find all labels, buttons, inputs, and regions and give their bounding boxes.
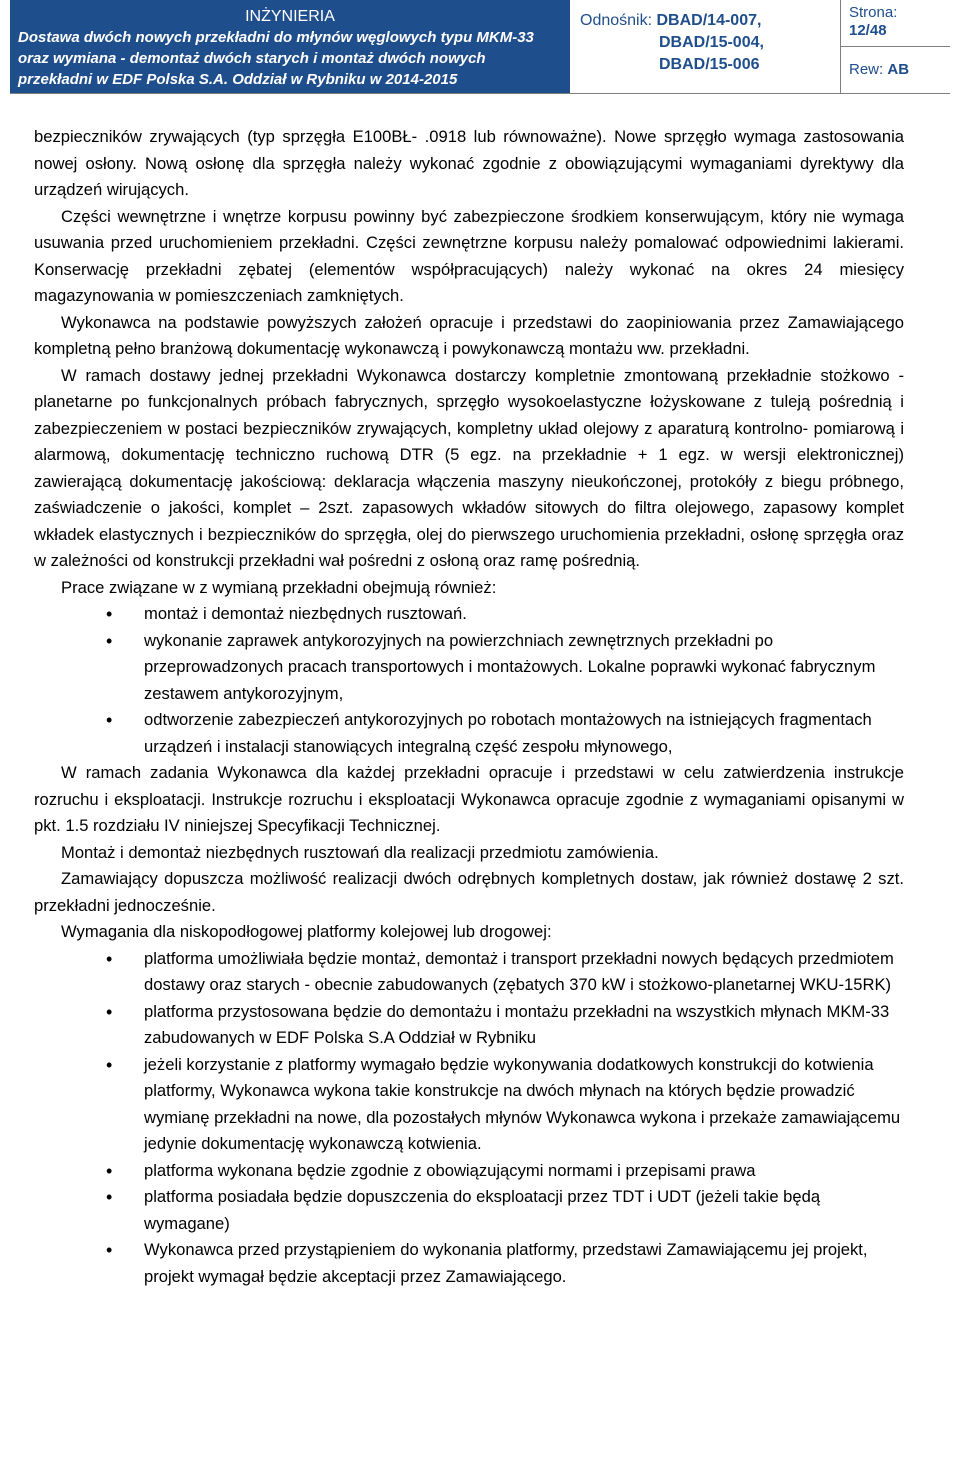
- header-reference-block: [570, 0, 840, 93]
- page-label: Strona:: [849, 4, 898, 21]
- paragraph: Części wewnętrzne i wnętrze korpusu powinny być zabezpieczone środkiem konserwującym, który nie wymaga usuwania przed uruchomieniem przekładni. Części zewnętrzne korpusu należy pomalować odpowiednimi lakierami. Konserwację przekładni zębatej (elementów współpracujących) należy wykonać na okres 24 miesięcy magazynowania w pomieszczeniach zamkniętych.: [34, 206, 904, 305]
- paragraph: Wykonawca na podstawie powyższych założeń opracuje i przedstawi do zaopiniowania przez Zamawiającego kompletną pełno branżową dokumentację wykonawczą i powykonawczą montażu ww. przekładni.: [34, 312, 904, 358]
- paragraph: Montaż i demontaż niezbędnych rusztowań dla realizacji przedmiotu zamówienia.: [61, 842, 659, 862]
- document-title-line-2: oraz wymiana - demontaż dwóch starych i montaż dwóch nowych: [18, 50, 486, 67]
- list-item: • platforma umożliwiała będzie montaż, demontaż i transport przekładni nowych będących przedmiotem dostawy oraz starych - obecnie zabudowanych (zębatych 370 kW i stożkowo-planetarnej WKU-15RK): [34, 946, 904, 999]
- revision-cell: [841, 46, 950, 93]
- page-header: [10, 0, 950, 94]
- revision-label: Rew:: [849, 61, 884, 78]
- document-title-line-3: przekładni w EDF Polska S.A. Oddział w Rybniku w 2014-2015: [18, 71, 458, 88]
- list-item: • montaż i demontaż niezbędnych rusztowań.: [34, 601, 904, 628]
- paragraph: Wymagania dla niskopodłogowej platformy kolejowej lub drogowej:: [61, 922, 552, 941]
- page-number: 12/48: [849, 22, 887, 39]
- bullet-list-platform: [34, 946, 904, 1291]
- paragraph: Prace związane w z wymianą przekładni obejmują również:: [61, 577, 497, 597]
- revision-value: AB: [887, 61, 910, 78]
- paragraph: bezpieczników zrywających (typ sprzęgła E100BŁ- .0918 lub równoważne). Nowe sprzęgło wymaga zastosowania nowej osłony. Nową osłonę dla sprzęgła należy wykonać zgodnie z obowiązującymi wymaganiami dyrektywy dla urządzeń wirujących.: [34, 127, 904, 199]
- reference-2: DBAD/15-004,: [659, 34, 764, 51]
- list-item: • platforma przystosowana będzie do demontażu i montażu przekładni na wszystkich młynach MKM-33 zabudowanych w EDF Polska S.A Oddział w Rybniku: [34, 999, 904, 1052]
- header-page-block: [840, 0, 950, 93]
- reference-1: DBAD/14-007,: [656, 12, 762, 29]
- bullet-list-works: [34, 601, 904, 760]
- paragraph: W ramach dostawy jednej przekładni Wykonawca dostarczy kompletnie zmontowaną przekładnie stożkowo - planetarne po funkcjonalnych próbach fabrycznych, sprzęgło wysokoelastyczne łożyskowane z tuleją pośrednią i zabezpieczeniem w postaci bezpieczników zrywających, kompletny układ olejowy z aparaturą kontrolno- pomiarową i alarmową, dokumentację techniczno ruchową DTR (5 egz. na przekładnie + 1 egz. w wersji elektronicznej) zawierającą dokumentację jakościową: deklaracja włączenia maszyny nieukończonej, protokóły z biegu próbnego, zaświadczenie o jakości, komplet – 2szt. zapasowych wkładów sitowych do filtra olejowego, zapasowy komplet wkładek elastycznych i bezpieczników do sprzęgła, olej do pierwszego uruchomienia przekładni, osłonę sprzęgła oraz w zależności od konstrukcji przekładni wał pośredni z osłoną oraz ramę pośrednią.: [34, 365, 904, 570]
- list-item: • odtworzenie zabezpieczeń antykorozyjnych po robotach montażowych na istniejących fragmentach urządzeń i instalacji stanowiących integralną część zespołu młynowego,: [34, 707, 904, 760]
- list-item: • jeżeli korzystanie z platformy wymagało będzie wykonywania dodatkowych konstrukcji do kotwienia platformy, Wykonawca wykona takie konstrukcje na dwóch młynach na których będzie prowadzić wymianę przekładni na nowe, dla pozostałych młynów Wykonawca wykona i przekaże zamawiającemu jedynie dokumentację wykonawczą kotwienia.: [34, 1052, 904, 1158]
- paragraph: W ramach zadania Wykonawca dla każdej przekładni opracuje i przedstawi w celu zatwierdzenia instrukcje rozruchu i eksploatacji. Instrukcje rozruchu i eksploatacji Wykonawca opracuje zgodnie z wymaganiami opisanymi w pkt. 1.5 rozdziału IV niniejszej Specyfikacji Technicznej.: [34, 763, 904, 835]
- list-item: • platforma posiadała będzie dopuszczenia do eksploatacji przez TDT i UDT (jeżeli takie będą wymagane): [34, 1184, 904, 1237]
- page-cell: [841, 0, 950, 46]
- header-title-block: [10, 0, 570, 93]
- reference-3: DBAD/15-006: [659, 56, 760, 73]
- list-item: • platforma wykonana będzie zgodnie z obowiązującymi normami i przepisami prawa: [34, 1158, 904, 1185]
- document-body: [34, 124, 904, 1290]
- document-title-line-1: Dostawa dwóch nowych przekładni do młynów węglowych typu MKM-33: [18, 29, 534, 46]
- paragraph: Zamawiający dopuszcza możliwość realizacji dwóch odrębnych kompletnych dostaw, jak również dostawę 2 szt. przekładni jednocześnie.: [34, 869, 904, 915]
- list-item: • Wykonawca przed przystąpieniem do wykonania platformy, przedstawi Zamawiającemu jej projekt, projekt wymagał będzie akceptacji przez Zamawiającego.: [34, 1237, 904, 1290]
- list-item: • wykonanie zaprawek antykorozyjnych na powierzchniach zewnętrznych przekładni po przeprowadzonych pracach transportowych i montażowych. Lokalne poprawki wykonać fabrycznym zestawem antykorozyjnym,: [34, 628, 904, 708]
- reference-label: Odnośnik:: [580, 12, 653, 29]
- department-label: INŻYNIERIA: [245, 8, 335, 25]
